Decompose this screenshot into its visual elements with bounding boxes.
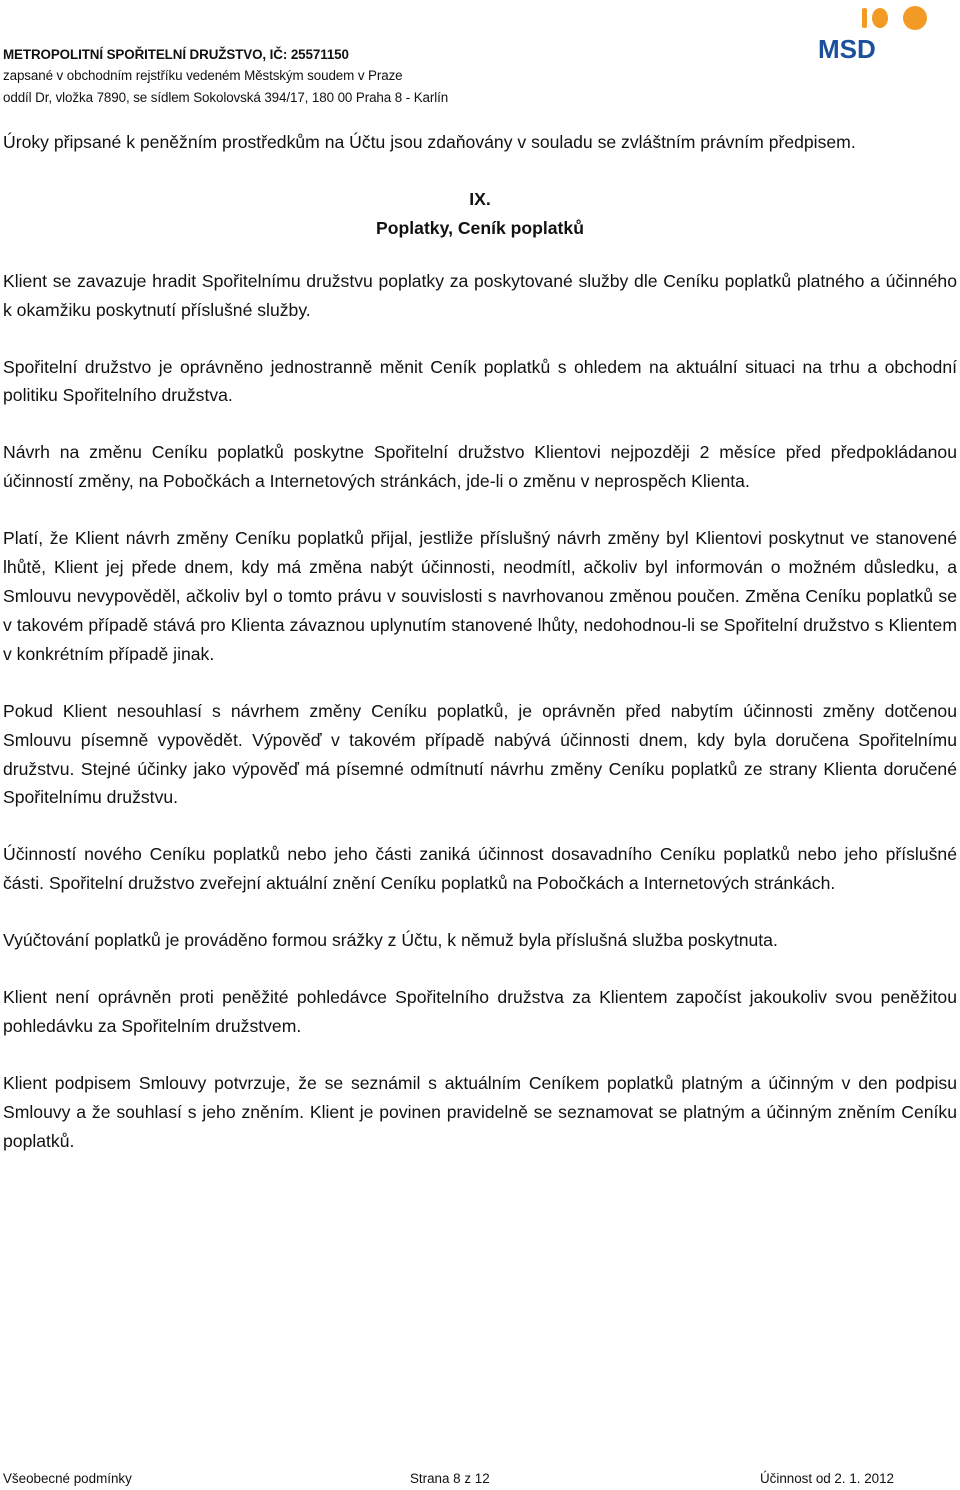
address-info: oddíl Dr, vložka 7890, se sídlem Sokolovská 394/17, 180 00 Praha 8 - Karlín [3,89,449,105]
page-footer [3,1469,957,1489]
company-name: METROPOLITNÍ SPOŘITELNÍ DRUŽSTVO, IČ: 25571150 [3,47,349,62]
paragraph: Platí, že Klient návrh změny Ceníku poplatků přijal, jestliže příslušný návrh změny byl Klientovi poskytnut ve stanovené lhůtě, Klient jej přede dnem, kdy má změna nabýt účinnosti, neodmítl, ačkoliv byl informován o možném důsledku, a Smlouvu nevypověděl, ačkoliv byl o tomto právu v souvislosti s navrhovanou změnou poučen. Změna Ceníku poplatků se v takovém případě stává pro Klienta závaznou uplynutím stanovené lhůty, nedohodnou-li se Spořitelní družstvo s Klientem v konkrétním případě jinak. [3,528,957,664]
paragraph: Účinností nového Ceníku poplatků nebo jeho části zaniká účinnost dosavadního Ceníku poplatků nebo jeho příslušné části. Spořitelní družstvo zveřejní aktuální znění Ceníku poplatků na Pobočkách a Internetových stránkách. [3,844,957,894]
paragraph: Klient není oprávněn proti peněžité pohledávce Spořitelního družstva za Klientem započíst jakoukoliv svou peněžitou pohledávku za Spořitelním družstvem. [3,987,957,1036]
paragraph: Pokud Klient nesouhlasí s návrhem změny Ceníku poplatků, je oprávněn před nabytím účinnosti změny dotčenou Smlouvu písemně vypovědět. Výpověď v takovém případě nabývá účinnosti dnem, kdy byla doručena Spořitelnímu družstvu. Stejné účinky jako výpověď má písemné odmítnutí návrhu změny Ceníku poplatků ze strany Klienta doručené Spořitelnímu družstvu. [3,700,957,808]
paragraph: Klient podpisem Smlouvy potvrzuje, že se seznámil s aktuálním Ceníkem poplatků platným a účinným v den podpisu Smlouvy a že souhlasí s jeho zněním. Klient je povinen pravidelně se seznamovat se platným a účinným zněním Ceníku poplatků. [3,1072,957,1151]
footer-effective-date: Účinnost od 2. 1. 2012 [760,1471,894,1486]
section-heading [3,185,957,243]
document-body [3,128,957,1184]
registry-info: zapsané v obchodním rejstříku vedeném Městským soudem v Praze [3,68,403,84]
paragraph: Návrh na změnu Ceníku poplatků poskytne Spořitelní družstvo Klientovi nejpozději 2 měsíce před předpokládanou účinností změny, na Pobočkách a Internetových stránkách, jde-li o změnu v neprospěch Klienta. [3,442,957,492]
paragraph: Vyúčtování poplatků je prováděno formou srážky z Účtu, k němuž byla příslušná služba poskytnuta. [3,930,778,951]
footer-document-name: Všeobecné podmínky [3,1471,132,1486]
msd-logo-graphic [812,2,938,62]
paragraph: Klient se zavazuje hradit Spořitelnímu družstvu poplatky za poskytované služby dle Ceníku poplatků platného a účinného k okamžiku poskytnutí příslušné služby. [3,270,957,320]
msd-logo [812,2,938,62]
section-title: Poplatky, Ceník poplatků [376,217,584,238]
intro-paragraph: Úroky připsané k peněžním prostředkům na Účtu jsou zdaňovány v souladu se zvláštním právním předpisem. [3,132,856,152]
footer-page-number: Strana 8 z 12 [410,1471,490,1486]
logo-text: MSD [818,34,876,62]
paragraph: Spořitelní družstvo je oprávněno jednostranně měnit Ceník poplatků s ohledem na aktuální situaci na trhu a obchodní politiku Spořitelního družstva. [3,356,957,406]
document-header [3,44,703,108]
section-number: IX. [469,188,491,209]
